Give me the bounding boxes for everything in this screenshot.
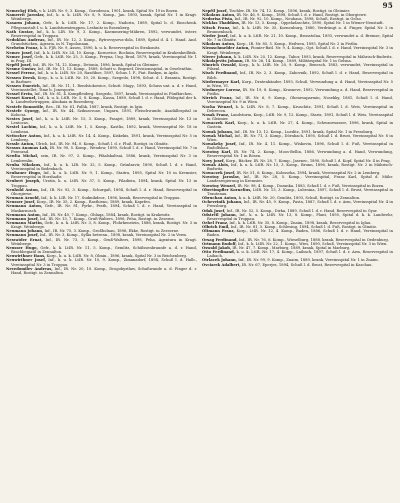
- entry-text: Inf., IR. Nr. 99, 9. Komp., Znaim, 1889, krank, Vereinsspital Nr. 1 in Znaim.: [238, 258, 379, 263]
- entry-name: Nessel Ervin,: [6, 92, 34, 97]
- entry-text: Inf., k. u. k. LtIR. Nr. 15, 3. Komp., Pasajet, 1889, krank, Vereinsspital Nr. 13 in Lentocas.: [11, 117, 197, 126]
- entry-text: Korp., LtIR. Nr. 12, 4. Komp., Baden, 1886, Schuß l. d. r. Hand, Vereinsspital in Baden.: [207, 229, 393, 238]
- entry-text: Inf., IR. Nr. 74, 12. Komp., Detonia, 1896, krank, Spital in Gleimier.: [32, 63, 159, 68]
- entry-text: k. k. LtIR. Nr. 8, 7. Komp., Kruschitz, 1891, Schuß l. d. Weis, Vereinsspital in Debrecen.: [207, 104, 393, 113]
- entry-text: Inf., k. u. k. LtIR. Nr. 13, 8. Komp., Plant, 1895, Spital d. k. k. Landwehr, Reservespital in Troppau.: [207, 212, 393, 221]
- entry-text: k. k. LtIR. Nr. 25, 12. Komp., Tabor, 1893, krank, Reservespital in Mährisch-Budwitz.: [233, 54, 393, 59]
- entry-name: Nirrich Franz,: [202, 96, 233, 101]
- entry-name: Nikolaus Anton,: [202, 42, 236, 47]
- entry-name: Neuba Nikolaus,: [6, 162, 42, 167]
- entry-text: Korp., k. u. k. LtIR. Nr. 27, 4. Komp., Schwarzwasser, 1896, krank, Spital in Gastein.: [207, 121, 393, 130]
- entry-name: Nestel Lachim,: [6, 125, 38, 130]
- list-entry: [202, 188, 393, 196]
- entry-name: Neubauer Hugo,: [6, 171, 42, 176]
- entry-text: k. u. k. LtIR. Nr. 17, 4. Komp., Laibach, 1897, Schuß l. d. r. Arm, Reservespital in Laibach.: [207, 250, 393, 259]
- page-number: 95: [382, 1, 393, 10]
- entry-name: Oehel Franz,: [202, 220, 229, 225]
- list-entry: [202, 26, 393, 34]
- entry-text: Inf., IR. Nr. 81, 5. Komp., Schlesing, 1894, Schuß l. d. Fuß, Rostigt. in Olmütz.: [230, 225, 378, 230]
- entry-name: Niedmeyer Lorenz,: [202, 87, 242, 92]
- entry-text: Inf., IR. Nr. 71, 3. Komp., Dörnbach, 1895, Schuß l. d. Brust, Vereinsspital Nr. 8 in Wien.: [207, 133, 393, 142]
- entry-text: Korp., IR. Nr. 35, 2. Komp., Rasthieno, 1889, krank, Kaprfen.: [36, 200, 151, 205]
- entry-name: Olbrich Emil,: [202, 225, 230, 230]
- entry-name: Otrlacek Johann,: [202, 258, 237, 263]
- entry-text: Inf., IR. Nr. 52, 5. Komp., Dirka, 1889, Schuß l. d. r. Hand, Reservespital in Gyor.: [226, 208, 378, 213]
- entry-text: Gefr., IR. Nr. 81, Pyrkr., Pesth, 1894, Schuß l. d. r. Hand, Vereinsspital in Maskarnusch.: [11, 204, 197, 213]
- entry-name: Nestes Josef,: [6, 117, 34, 122]
- list-entry: [6, 30, 197, 38]
- entry-text: Inf., k. u. k. LtIR. Nr. 9, 1. Komp., Staitra, 1895, Spital Nr. 10 in Kremsier, Reservespital in Horzhadir.: [11, 171, 197, 180]
- entry-name: Neuman Arnold,: [6, 196, 40, 201]
- entry-text: Inf., k. u. k. LtIR. Nr. 20, Rasdiboe, 1897, Schus. l. F., Fiat. Baskyn, in Ayda.: [37, 71, 179, 76]
- list-entry: [202, 46, 393, 54]
- entry-name: Neuwirthner Hans,: [6, 254, 46, 259]
- entry-text: Inf., k. u. k. LtIR. Nr. 14, 4. Komp., Kiskekis, 1891, krank, Vereinsspital Nr. 5 in Lemberg.: [11, 133, 197, 142]
- entry-name: Novotny Karl,: [202, 150, 232, 155]
- entry-name: Odstrčil Johann,: [202, 212, 237, 217]
- list-entry: [6, 76, 197, 84]
- entry-name: Neumann Anton,: [6, 204, 43, 209]
- entry-name: Novotny Jaroslav,: [202, 175, 241, 180]
- list-entry: [202, 250, 393, 258]
- entry-name: Nettocher Anton,: [6, 133, 43, 138]
- entry-name: Novy Josef,: [202, 158, 225, 163]
- entry-name: Neusser Hugo,: [6, 245, 38, 250]
- entry-text: Inf., IR. Nr. 81, 4. Kompfleiderg. Szegedo, 1897, krank, Vereinsspital in Fünfkirchen.: [34, 92, 193, 97]
- entry-text: LtIR. Nr. 13, 3. Komp., Lubesina, 1897, Schuß l. d. Brust, Vereinsspital in Trautenau.: [207, 187, 393, 196]
- entry-name: Nesvatder Ernat,: [6, 237, 43, 242]
- entry-name: Nowaczek Josef,: [202, 171, 236, 176]
- entry-name: Nessen Deesk,: [6, 75, 37, 80]
- list-entry: [202, 121, 393, 129]
- list-entry: [6, 96, 197, 104]
- list-entry: [6, 154, 197, 162]
- entry-text: k. u. k. LtIR. Nr. 20, Gemlitz, 1893, Schuß, Rostigt. in Zennalton.: [238, 196, 361, 201]
- entry-text: Inf., IR. Nr. 11, 13. Komp., 1889, Schutt u. Bogrnef, Divisionsspital, in Orselenthin.: [37, 67, 193, 72]
- entry-name: Nestefe Gyorgy,: [6, 108, 40, 113]
- list-entry: [6, 146, 197, 154]
- entry-text: Pionier-Batl. Nr. 9, 4. Komp., Opt. Schuß l. d. r. Hand, Vereinsspital Nr. 3 in Kragt. Weinberge.: [207, 46, 393, 55]
- entry-text: IR. Nr. 26, 14. Komp., 1889, Militärspital Nr. 1 in Gelsna.: [244, 58, 352, 63]
- list-entry: [202, 163, 393, 171]
- list-entry: [202, 88, 393, 96]
- list-entry: [202, 263, 393, 267]
- list-entry: [6, 38, 197, 46]
- entry-text: IR. Nr. 67, Eperjes, 1894, Schuß l. d. Brust, Reservespital in Kaschau.: [241, 262, 373, 267]
- entry-text: Korp., k. u. k. LtIR. Nr. 10, 20. Komp., Szegedo, 1898, Schut. d. l. Brannin, Rostigt. in Barbner.: [11, 75, 197, 84]
- entry-name: Neumann Josef,: [6, 216, 39, 221]
- entry-text: Inf., IR. Nr. 75, 3. Komp., Großbolnau, 1896, Ekke, Rostigt. in Zeeserne.: [44, 229, 180, 234]
- entry-text: Korp., IR. Nr. 85, 5. Komp., Heilwen, 1895, Spital Nr. 2 in Pistlin.: [236, 42, 359, 47]
- entry-text: Inf., k. k. LtIR. Nr. 22, 1. Komp., Wies, 1890, Schuß, Vereinsspital Nr. 3 in Wien.: [237, 241, 388, 246]
- list-entry: [202, 213, 393, 221]
- entry-text: Korp., k. k. LtIR. Nr. 20, 9. Komp., Benesch, 1883, verwundet, Vereinsspital in Pilsenl.: [207, 63, 393, 72]
- entry-text: k. k. FJB. Nr. 9, Assen, 1890, k. u. k. Reservespital in Strakonitz.: [39, 46, 161, 51]
- entry-text: Res., IR. Nr. 61, Falhk, 1887, krank, Rostigt. in Igin.: [45, 104, 144, 109]
- entry-text: IR. Nr. 51, 6. Komp., Kolosseka, 1894, krank, Vereinsspital Nr. 2 in Lemberg.: [236, 171, 381, 176]
- entry-name: Nesset Kornel,: [6, 96, 37, 101]
- list-entry: [202, 71, 393, 79]
- list-entry: [6, 221, 197, 229]
- list-entry: [6, 246, 197, 254]
- entry-name: Nepřil Josef,: [202, 9, 228, 13]
- entry-name: Neumann Martin,: [6, 220, 44, 225]
- entry-name: Oswald Jakob,: [202, 245, 232, 250]
- list-entry: [202, 63, 393, 71]
- entry-name: Nath Gustav,: [6, 29, 34, 34]
- entry-text: Inf., IR. Nr. 12, 2. Komp., Rytrovsyseva-dola, 1889, Spital d. 4. I. Hand. And. Grundstücken, Agraria, in N. Tupolonnan.: [11, 38, 197, 47]
- list-entry: [6, 171, 197, 179]
- entry-name: Nikolaus Anton,: [202, 13, 236, 18]
- entry-name: Nitsch Franz,: [202, 25, 231, 30]
- entry-name: Neumann Anton,: [6, 212, 42, 217]
- entry-name: Nowaczek Karl,: [202, 121, 236, 126]
- list-entry: [6, 204, 197, 212]
- entry-text: Inf., k. u. k. LtIR. Nr. 8, 9. Komp., Jan. 1893, krank, Spital Nr. 1 in Kragt. Weinberge.: [11, 13, 197, 22]
- entry-name: Nessel Ferenc,: [6, 71, 37, 76]
- entry-text: IR. Nr. 19, 8. Komp., Krasneve, 1892, Verwundung a. d. Hand, Reservespital in Pistlin.: [207, 87, 393, 97]
- entry-text: Inf., IR. Nr. 40, 7. Komp., Oblaqa, 1884, krank, Rostigt. in Krakenitz.: [42, 212, 171, 217]
- entry-text: Inf., k. u. k. LtIR. Nr. 1, 5. Komp., Kastlio, 1892, krank, Vereinsspital Nr. 18 in Lembeau.: [11, 125, 197, 134]
- list-entry: [6, 125, 197, 133]
- entry-text: Inf., IR. Nr. 6, 9. Komp., Ohenesaparmin, Nosekky, 1881, Schuß l. d. Hand, Vereinsspital Nr. 9 in Wien.: [207, 96, 393, 105]
- entry-name: Nessle Anton,: [6, 142, 35, 146]
- entry-name: Nosak Franz,: [202, 112, 230, 117]
- entry-text: Korp., Dratenbänder, 1893, Schuß, Verwundung a. d. Hand, Vereinsspital Nr. 5 in Wien, VI.: [207, 79, 393, 88]
- entry-name: Nemec Josef,: [6, 50, 33, 55]
- entry-text: Inf., k. u. k. LtIR. Nr. 5, 8. Komp., Kassa, 1889, Schuß l. d. r. Hand, Pfälegital der k. k. Landwehrtruppen, Alsokaia in Rosenberg.: [11, 96, 197, 105]
- list-entry: [202, 96, 393, 104]
- entry-text: Inf., k. u. k. LtIR. Nr. 10, 9. Komp., Zimanadorf, 1894, Schuß l. d. Halb., Vereinsspital Nr. 3 in Troppau.: [11, 258, 197, 267]
- entry-text: Inf., IR. Nr. 73, 3. Komp., Gruß-Walters, 1898, Peha, Agentura in Kragt. Weinberge.: [11, 237, 197, 246]
- entry-name: Newlia Michal,: [6, 154, 39, 159]
- entry-text: Gefr., k. k. LtIR. Nr. 17, 2. Komp., Nadorin, 1889, Spital b. d. Einschenk. Pflegeanstalt f. u. k. Landsturmtruppen, Leshnitz in Rosenberg.: [11, 21, 197, 30]
- entry-name: Otto Ferdinand,: [202, 250, 235, 255]
- entry-name: Nevedomilev Andreas,: [6, 266, 53, 271]
- entry-name: Nisch Ferdinand,: [202, 71, 238, 76]
- entry-text: Inf., IR. Nr. 44, Szikszovoae, Ungarn, 1891, Fleischwunde, Asadällespital in Kolocsa.: [11, 108, 197, 117]
- entry-text: Uratin, k. u. LtIR. Nr. 37, 5. Komp., Piladiein, 1894, krank, Spital Nr. 13 in Troppau.: [11, 179, 197, 188]
- entry-name: Nemec Josef,: [6, 54, 34, 59]
- entry-text: Inf., IR. Nr. 4, 11. Komp., Wiskovin, 1896, Schuß l. d. Fuß, Vereinsspital in Rudolfskau.: [207, 142, 393, 151]
- entry-text: Ulrich, Inf., IR. Nr. 94, 0. Komp., Schuß l. d. r. Fluß, Rostigt. in Olmütz.: [35, 142, 169, 146]
- entry-text: Inf., k. u. k. LtIR. Nr. 15, 3. Komp., Brunn, 1896, krank, Rostigt. Nr. 2 in Mährisch-Budwitz.: [207, 162, 393, 171]
- list-entry: [202, 175, 393, 183]
- entry-name: Nesme Gustav,: [6, 67, 37, 72]
- entry-name: Neubert Joseph,: [6, 179, 41, 184]
- entry-text: Inf., IR. Nr. 11, 1. Rendstokowice, Schutt. Magy., 1893, Schuss unt. a. d. r. Hand, Vereinsstellet, Time b. Jonesporte.: [11, 83, 197, 92]
- list-entry: [6, 238, 197, 246]
- list-entry: [6, 258, 197, 266]
- entry-name: Neusser Josef,: [6, 200, 36, 205]
- left-column: [6, 9, 197, 497]
- list-entry: [6, 134, 197, 142]
- entry-name: Oltmann Franz,: [202, 229, 235, 234]
- entry-name: Ovciarek Adalbert,: [202, 262, 241, 267]
- list-entry: [202, 34, 393, 42]
- entry-name: Nierer Johann,: [202, 54, 233, 59]
- entry-text: IR. Nr. 46, 9. Komp., 1898, Schuß l. d. r. Hand, Rostigt. in Oborgiewe.: [236, 13, 368, 18]
- entry-name: Obruchau Anton,: [202, 196, 238, 201]
- entry-name: Nessos Anomas Lah,: [6, 146, 49, 151]
- entry-name: Nemeckyj Elek,: [6, 9, 38, 13]
- entry-text: Gefr., k. u. k. LtIR. Nr. 3, 8. Komp., Flohrkenstein, 1886, krank, Rostigt. Nr. 3 in Kragt. Weinberge.: [11, 220, 197, 230]
- entry-name: Nowak Alois,: [202, 162, 230, 167]
- entry-name: Neuhold Anton,: [6, 187, 40, 192]
- entry-name: Neeheim Franz,: [6, 46, 39, 51]
- entry-text: Gefr., k. k. LtIR. Nr. 11, 5. Komp., Gemlitz, Schülssenbraunfe a. d. r. Hand, Rrachbegiatil in Zennalton.: [11, 245, 197, 255]
- entry-text: Gefr., k. k. LtIR. Nr. 25, 3. Komp., Preyna, Ung. Brod, 1879, krank, Vereinsspital Nr. 1 in Prag, III.: [11, 54, 197, 63]
- entry-text: IR. Nr. 90, 5. Komp., Wendow, 1890, Schuß l. d. r. Hand, Vereinsspital Nr. 7 in Przenrad.: [11, 146, 197, 155]
- entry-text: Landsturm, Korp., LtIR. Nr. 9, 12. Komp., Stariz, 1891, Schuß l. d. Weis, Vereinsspital in Gleimier.: [207, 112, 393, 122]
- entry-text: IR. Nr. 74, 2. Komp., Moos-Bellin, 1886, Verwundung a. d. Hand, Verwundung, Reservespital Nr. 1 in Rösen.: [207, 150, 393, 159]
- entry-text: Inf., IR. Nr. 20, 10. Komp., Drogobyztlaw, Schußwunde a. d. Finger d. r. Hand, Rostigt. in Zennalton.: [11, 266, 197, 275]
- entry-name: Nestefe Ronnotile,: [6, 104, 45, 109]
- entry-text: Korp., k. u. k. LtIR. Nr. 8, Olmin., 1896, krank, Spital Nr. 3 in Reichenberg.: [46, 254, 188, 259]
- entry-name: Nimrich Oswald,: [202, 63, 238, 68]
- list-entry: [6, 109, 197, 117]
- right-column: [202, 9, 393, 497]
- entry-name: Nepřil Josef,: [6, 63, 32, 68]
- entry-text: Inf., IR. Nr. 13, 7. Komp., Gruß-Walters, 1896, Peha, Rostigt. in Zeserne.: [39, 216, 176, 221]
- entry-name: Niedermayer Karl,: [202, 79, 241, 84]
- entry-name: Nasarm Johann,: [6, 21, 41, 26]
- entry-text: sein, IR. Nr. 97, 3. Komp., Pfäalskaltsai, 1886, krank, Vereinsspital Nr. 3 in Lembrenlin.: [11, 154, 197, 163]
- entry-text: Korp., Bäcker, IR. Nr. 28, 7. Komp., Jasenec, 1890, Schuß l. d. Kopf, Spital Nr. 4 in Prag.: [226, 158, 391, 163]
- list-entry: [6, 13, 197, 21]
- entry-text: Inf., IR. Nr. 3, Komp., Syllia betrenn., 1898, krank, Vereinsspital Nr. 2 in Verm.: [39, 233, 188, 238]
- entry-name: Novotny Wenzel,: [202, 183, 237, 188]
- entry-name: Neumann Johann,: [6, 229, 44, 234]
- entry-text: Inf., IR. Nr. 92, 3. Komp., Schurgaß, 1894, Schuß l. d. r. Hand, Reservespital in Oborgiewe.: [11, 187, 197, 196]
- entry-name: Nowak Johann,: [202, 129, 234, 134]
- list-entry: [6, 179, 197, 187]
- entry-text: v. k. LtIR. Nr. 9, 3. Komp., Gorodenca, 1901, krank, Spital Nr. 19 in Bozen.: [39, 9, 179, 13]
- list-entry: [202, 105, 393, 113]
- entry-name: Neumann Josef,: [6, 233, 39, 238]
- entry-text: Inf., k. u. k. LIR. Nr. 32, 5. Komp., Grünlzavir, 1890, Schuß l. d. r. Hand, Vereinsspital in Bodenbach.: [11, 162, 197, 171]
- list-entry: [6, 163, 197, 171]
- entry-text: Inf., k. k. LtIR. Nr. 35, Korneuburg, 1880, Verdrängt a. d. Finger, Spital Nr. 2 in Brunnenbach.: [207, 25, 393, 34]
- entry-text: Tischler, IR. Nr. 74, 12. Komp., 1896, krank, Rostigt. in Gleimier.: [228, 9, 351, 13]
- entry-name: Nedorisa Pista,: [202, 17, 234, 22]
- entry-name: Nicklas Thaddäus,: [202, 21, 241, 26]
- entry-name: Nedoklan Andreas,: [6, 38, 46, 43]
- entry-name: Nocha Wenzel,: [202, 104, 234, 109]
- list-entry: [202, 142, 393, 150]
- entry-text: Inf., k. u. k. LtIR. Nr. 21, 10. Komp., Bronstolna, 1893, verwundet a. d. Bremse, Spital Nr. 7 in Olmütz.: [207, 33, 393, 43]
- entry-name: Namerrit Jaroslav,: [6, 13, 45, 18]
- entry-text: Inf., k. k. LIR. Nr. 9, 3. Komp., Kaemmering-Mähren, 1892, verwundet, österr. Reservespital in Troppau.: [11, 29, 197, 38]
- list-entry: [202, 200, 393, 208]
- entry-text: IR. Nr. 13, 5. Komp., Oppeladaschitz, 1890, Spital Nr. 1 in Wiener-Neustadt.: [241, 21, 384, 26]
- entry-text: Inf., IR. Nr. 2, 3. Komp., Zabovnik, 1892, Schuß l. d. r. Hand, Reservespital in Bilch.: [207, 71, 393, 80]
- entry-name: Niemschmelder Anton,: [202, 46, 250, 51]
- list-entry: [202, 229, 393, 237]
- entry-text: Inf., IR. Nr. 28, 5. Komp., Vereinsspital, Franz Karl, Spital d. Mähr. Landesregierung in Kremsier.: [207, 175, 393, 184]
- list-entry: [202, 150, 393, 158]
- list-entry: [6, 117, 197, 125]
- entry-name: Nikolajevits Johann,: [202, 58, 244, 63]
- entry-name: Nieder Josef,: [202, 33, 229, 38]
- entry-name: Odak Josef,: [202, 208, 226, 213]
- entry-text: Inf., IR. Nr. 45, 9. Komp., Pasta, 1887, Schuß l. d. r. Arm, Vereinsspital Nr. 4 in Pressburg.: [207, 200, 393, 209]
- entry-text: Inf., IR. Nr. 76, 6. Komp., Wieselburg, 1888, krank, Reservespital in Oedenburg.: [238, 237, 389, 242]
- entry-name: Obertimpfler Kornelius,: [202, 187, 252, 192]
- entry-text: Inf., k. k. LtIR. Nr. 35, 8. Komp., Znaim, 1898, krank, Reservespital in Iglau.: [229, 220, 372, 225]
- list-entry: [202, 80, 393, 88]
- list-entry: [6, 84, 197, 92]
- entry-name: Nessen Emerich,: [6, 83, 42, 88]
- entry-name: Neuwirthner Josef,: [6, 258, 47, 263]
- entry-text: Inf., IR. Nr. 92, 10. Komp., Neuhaus, 1898, Schuß, Rostigt. in Gelso.: [234, 17, 362, 22]
- list-entry: [6, 55, 197, 63]
- entry-name: Orsag Ferdinand,: [202, 237, 238, 242]
- entry-name: Ortmann Rudolf,: [202, 241, 237, 246]
- entry-text: IR. Nr. 47, 7. Komp., Marburg, 1889, krank, Spital in Marburg.: [232, 245, 351, 250]
- list-entry: [6, 267, 197, 275]
- list-entry: [202, 134, 393, 142]
- entry-text: Inf., IR. Nr. 13, 12. Komp., Lueditz, 1891, krank, Spital Nr. 1 in Pressburg.: [234, 129, 374, 134]
- list-entry: [202, 113, 393, 121]
- entry-name: Ocheveinik Johann,: [202, 200, 243, 205]
- list-entry: [6, 21, 197, 29]
- entry-text: Inf., k. k. LtIR. Nr. 24, 10. Komp., Kornovice, Bochnia, Reservespital in Krakenkedlitsk.: [34, 50, 197, 55]
- page-columns: [6, 9, 394, 497]
- entry-name: Nowak Michal,: [202, 133, 234, 138]
- entry-text: Inf., k. k. LIR. Nr. 17, Sudmikdeor., 1896, krank, Reservespital in Troppau.: [41, 196, 181, 201]
- entry-name: Nowakeky Josef,: [202, 142, 237, 146]
- list-entry: [6, 188, 197, 196]
- entry-text: IR. Nr. 98, 4. Komp., Dozanka, 1883, Schuß l. d. r. Fuß, Vereinsspital in Bozen.: [237, 183, 385, 188]
